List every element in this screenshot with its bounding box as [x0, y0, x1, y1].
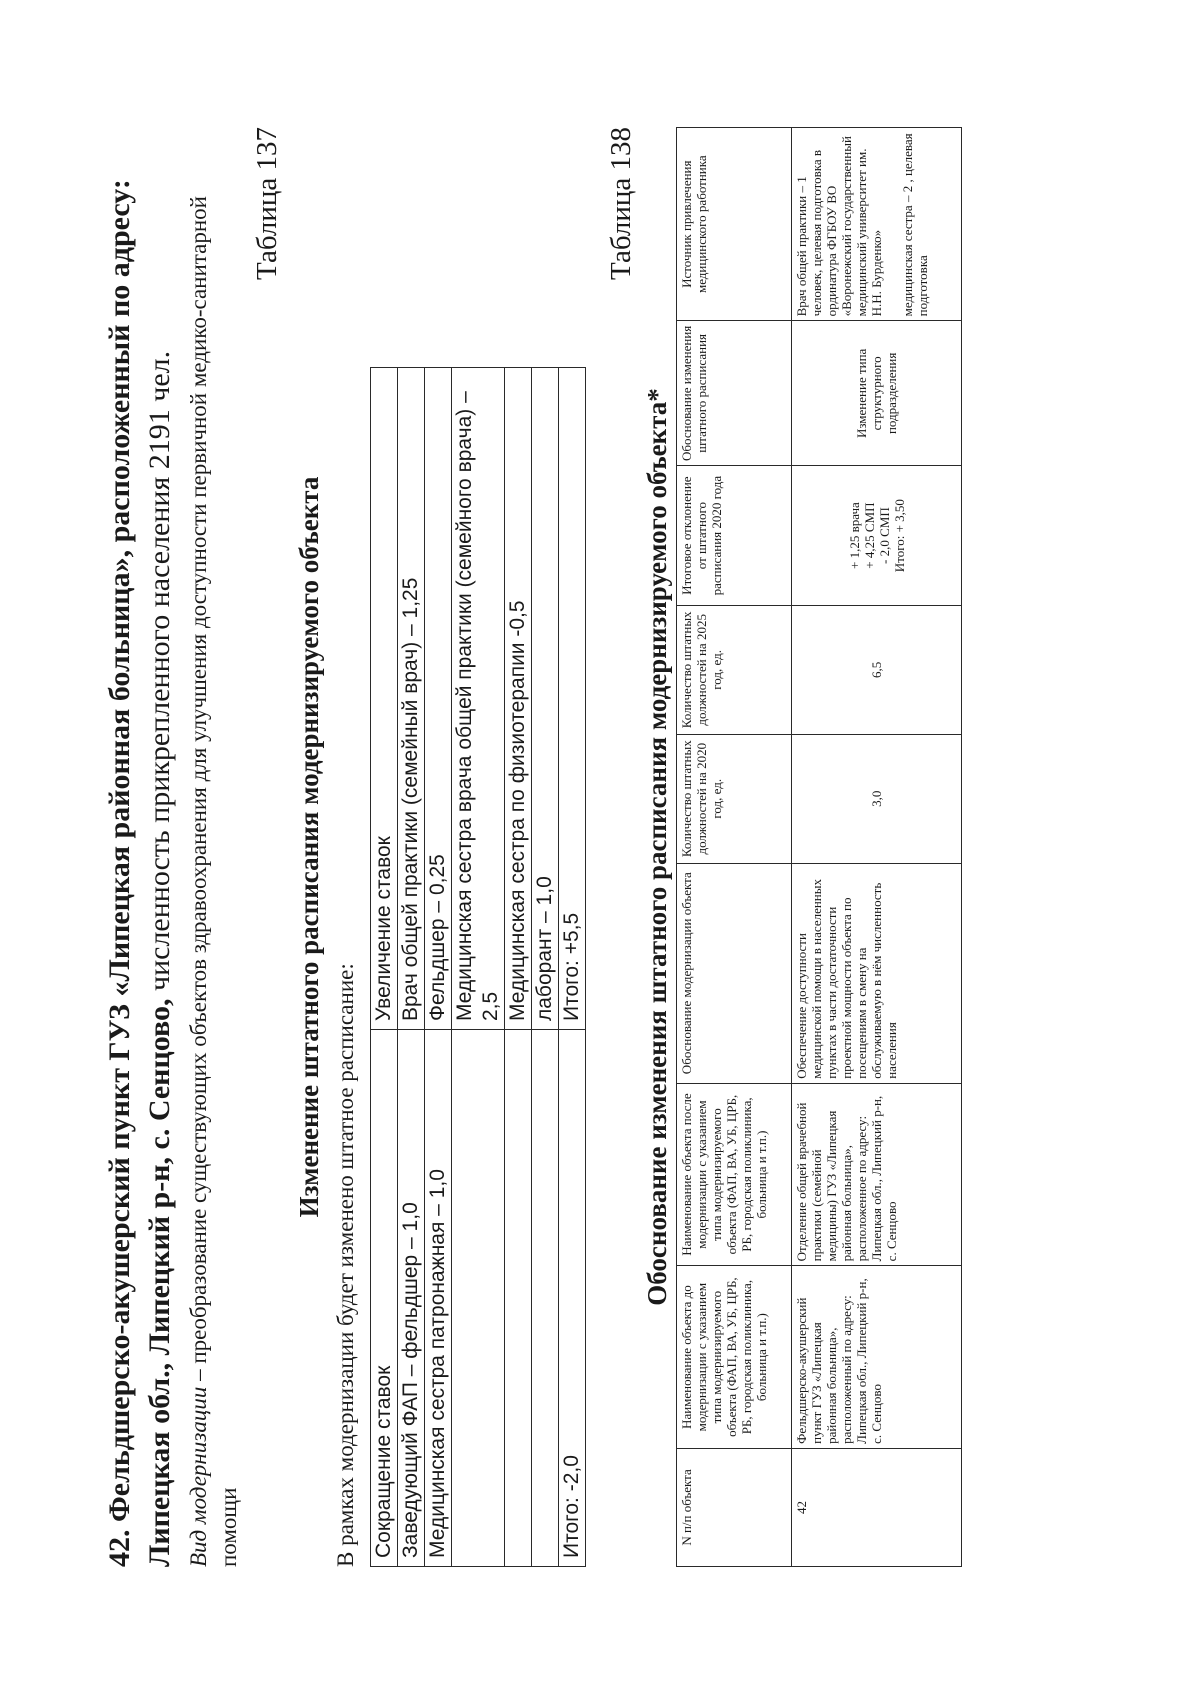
table-row [532, 368, 559, 1567]
table-cell [532, 1030, 559, 1567]
table-row [505, 368, 532, 1567]
justification-cell: Обеспечение доступности медицинской помощи в населенных пунктах в части достаточности проектной мощности объекта по посещениям в смену на обслуживаемую в нём численность населения [792, 863, 962, 1083]
column-header: Наименование объекта после модернизации с указанием типа модернизируемого объекта (ФАП, ВА, УБ, ЦРБ, РБ, городская поликлиника, больница и т.п.) [677, 1083, 792, 1266]
column-header: Итоговое отклонение от штатного расписания 2020 года [677, 466, 792, 606]
object-before-cell: Фельдшерско-акушерский пункт ГУЗ «Липецкая районная больница», расположенный по адресу: Липецкая обл., Липецкий р-н, с. Сенцово [792, 1266, 962, 1449]
table-row [452, 368, 505, 1567]
column-header: Источник привлечения медицинского работника [677, 128, 792, 321]
table-137-intro: В рамках модернизации будет изменено штатное расписание: [333, 963, 358, 1567]
object-after-cell: Отделение общей врачебной практики (семейной медицины) ГУЗ «Липецкая районная больница», расположенное по адресу: Липецкая обл., Липецкий р-н, с. Сенцово [792, 1083, 962, 1266]
modernization-text: – преобразование существующих объектов здравоохранения для улучшения доступности первичной медико-санитарной помощи [186, 196, 241, 1567]
table-cell: Итого: -2,0 [559, 1030, 586, 1567]
table-cell [452, 1030, 505, 1567]
table-cell: Медицинская сестра патронажная – 1,0 [425, 1030, 452, 1567]
column-header: Обоснование изменения штатного расписания [677, 321, 792, 466]
table-138-title: Обоснование изменения штатного расписания модернизируемого объекта* [642, 388, 672, 1306]
deviation-cell [792, 466, 962, 606]
modernization-label: Вид модернизации [186, 1386, 211, 1567]
source-cell [792, 128, 962, 321]
table-cell: Заведующий ФАП – фельдшер – 1,0 [398, 1030, 425, 1567]
table-138-number: Таблица 138 [605, 127, 637, 281]
deviation-line: - 2,0 СМП [876, 507, 892, 564]
deviation-line: + 1,25 врача [846, 502, 862, 570]
section-heading [100, 127, 180, 1567]
source-doctor: Врач общей практики – 1 человек, целевая подготовка в ординатура ФГБОУ ВО «Воронежский государственный медицинский университет им. Н.Н. Бурденко» [794, 136, 884, 317]
table-cell: Медицинская сестра по физиотерапии -0,5 [505, 368, 532, 1030]
table-row [792, 128, 962, 1567]
document-content [100, 127, 962, 1567]
table-cell: лаборант – 1,0 [532, 368, 559, 1030]
count-2025-cell: 6,5 [792, 605, 962, 734]
object-number-cell: 42 [792, 1448, 962, 1566]
table-row [398, 368, 425, 1567]
column-header: Количество штатных должностей на 2020 год, ед. [677, 734, 792, 863]
table-137-title: Изменение штатного расписания модернизируемого объекта [294, 476, 324, 1218]
heading-population: численность прикрепленного населения 2191 чел. [143, 350, 176, 991]
table-row [425, 368, 452, 1567]
modernization-type [184, 127, 244, 1567]
deviation-line: Итого: + 3,50 [891, 499, 907, 573]
table-cell: Медицинская сестра врача общей практики (семейного врача) – 2,5 [452, 368, 505, 1030]
reason-cell: Изменение типа структурного подразделения [792, 321, 962, 466]
staff-justification-table [676, 127, 962, 1567]
column-header: Обоснование модернизации объекта [677, 863, 792, 1083]
table-137-number: Таблица 137 [251, 127, 283, 281]
heading-title: Фельдшерско-акушерский пункт ГУЗ «Липецкая районная больница», расположенный по адресу: Липецкая обл., Липецкий р-н, с. Сенцово, [103, 179, 176, 1567]
table-cell [505, 1030, 532, 1567]
column-header: N п/п объекта [677, 1448, 792, 1566]
table-cell: Итого: +5,5 [559, 368, 586, 1030]
heading-number: 42. [103, 1529, 136, 1567]
column-header: Наименование объекта до модернизации с указанием типа модернизируемого объекта (ФАП, ВА, УБ, ЦРБ, РБ, городская поликлиника, больница и т.п.) [677, 1266, 792, 1449]
source-nurse: медицинская сестра – 2 , целевая подготовка [900, 133, 930, 317]
table-row [371, 368, 398, 1567]
table-cell: Сокращение ставок [371, 1030, 398, 1567]
table-row [559, 368, 586, 1567]
table-cell: Врач общей практики (семейный врач) – 1,25 [398, 368, 425, 1030]
column-header: Количество штатных должностей на 2025 год, ед. [677, 605, 792, 734]
table-header-row [677, 128, 792, 1567]
deviation-line: + 4,25 СМП [861, 502, 877, 569]
table-cell: Увеличение ставок [371, 368, 398, 1030]
table-cell: Фельдшер – 0,25 [425, 368, 452, 1030]
staff-change-table [370, 367, 586, 1567]
count-2020-cell: 3,0 [792, 734, 962, 863]
